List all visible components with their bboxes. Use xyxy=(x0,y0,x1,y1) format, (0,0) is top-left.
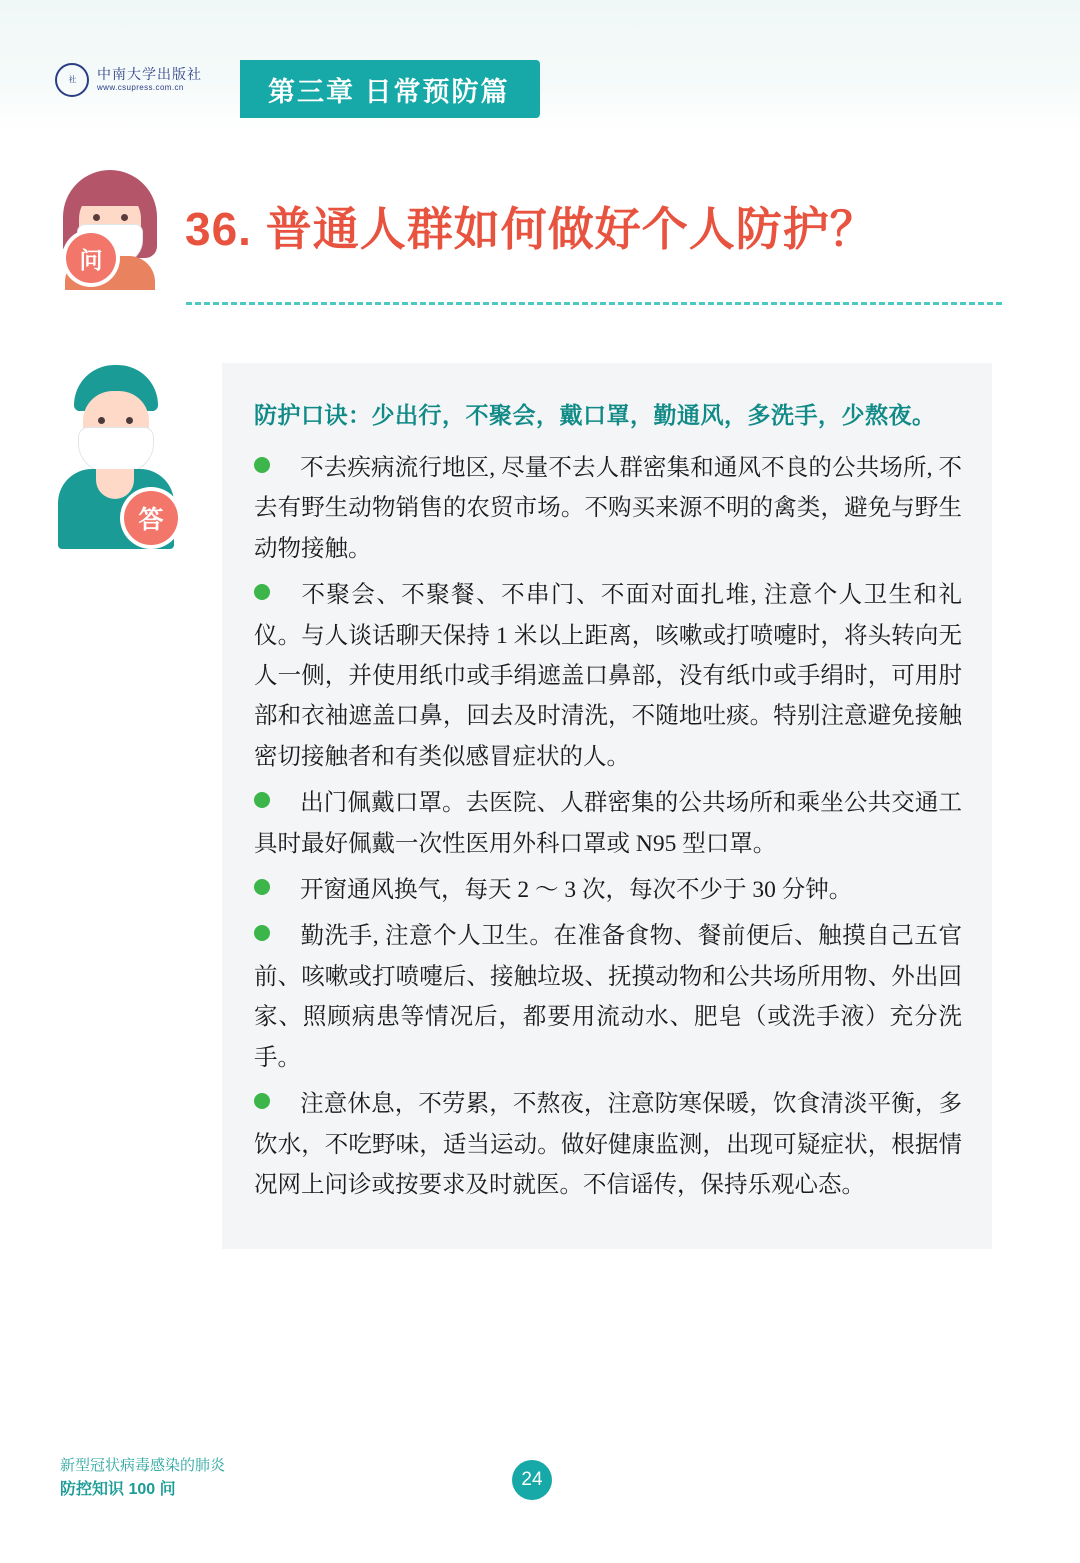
page-title: 36. 普通人群如何做好个人防护？ xyxy=(185,203,877,255)
answer-badge: 答 xyxy=(124,491,178,545)
page-footer xyxy=(0,1455,1080,1515)
answer-bullet-text: 注意休息，不劳累，不熬夜，注意防寒保暖，饮食清淡平衡，多饮水，不吃野味，适当运动。做好健康监测，出现可疑症状，根据情况网上问诊或按要求及时就医。不信谣传，保持乐观心态。 xyxy=(254,1091,962,1198)
bullet-dot-icon xyxy=(254,792,270,808)
answer-bullet-3 xyxy=(254,783,962,864)
bullet-dot-icon xyxy=(254,925,270,941)
answer-bullet-5 xyxy=(254,916,962,1078)
answer-bullet-4 xyxy=(254,870,962,910)
footer-brand xyxy=(60,1455,225,1502)
publisher-logo xyxy=(55,63,202,97)
footer-brand-line1: 新型冠状病毒感染的肺炎 xyxy=(60,1457,226,1474)
question-section xyxy=(0,165,1080,315)
chapter-tab: 第三章 日常预防篇 xyxy=(240,60,540,118)
bullet-dot-icon xyxy=(254,1093,270,1109)
answer-bullet-text: 开窗通风换气，每天 2 ～ 3 次，每次不少于 30 分钟。 xyxy=(300,877,853,904)
bullet-dot-icon xyxy=(254,584,270,600)
answer-bullet-text: 不去疾病流行地区, 尽量不去人群密集和通风不良的公共场所, 不去有野生动物销售的农贸市场。不购买来源不明的禽类，避免与野生动物接触。 xyxy=(254,455,962,562)
page-header xyxy=(0,0,1080,140)
answer-bullet-2 xyxy=(254,575,962,777)
answer-bullet-text: 不聚会、不聚餐、不串门、不面对面扎堆, 注意个人卫生和礼仪。与人谈话聊天保持 1 米以上距离，咳嗽或打喷嚏时，将头转向无人一侧，并使用纸巾或手绢遮盖口鼻部，没有纸巾或手绢时，可用肘部和衣袖遮盖口鼻，回去及时清洗，不随地吐痰。特别注意避免接触密切接触者和有类似感冒症状的人。 xyxy=(254,582,962,770)
answer-bullet-text: 勤洗手, 注意个人卫生。在准备食物、餐前便后、触摸自己五官前、咳嗽或打喷嚏后、接触垃圾、抚摸动物和公共场所用物、外出回家、照顾病患等情况后，都要用流动水、肥皂（或洗手液）充分洗手。 xyxy=(254,923,962,1071)
question-badge: 问 xyxy=(66,233,116,283)
answer-bullet-text: 出门佩戴口罩。去医院、人群密集的公共场所和乘坐公共交通工具时最好佩戴一次性医用外科口罩或 N95 型口罩。 xyxy=(254,790,962,857)
answer-slogan: 防护口诀：少出行，不聚会，戴口罩，勤通风，多洗手，少熬夜。 xyxy=(254,403,936,428)
publisher-name: 中南大学出版社 xyxy=(97,67,202,83)
publisher-seal-icon: 社 xyxy=(55,63,89,97)
page-number: 24 xyxy=(512,1460,552,1500)
bullet-dot-icon xyxy=(254,879,270,895)
answer-bullet-1 xyxy=(254,448,962,569)
answer-avatar-icon xyxy=(50,365,180,555)
bullet-dot-icon xyxy=(254,457,270,473)
footer-brand-line2: 防控知识 100 问 xyxy=(60,1480,176,1498)
publisher-text xyxy=(97,68,202,92)
publisher-url: www.csupress.com.cn xyxy=(97,83,184,93)
divider xyxy=(186,302,1002,305)
answer-card xyxy=(222,363,992,1249)
answer-bullet-6 xyxy=(254,1084,962,1205)
